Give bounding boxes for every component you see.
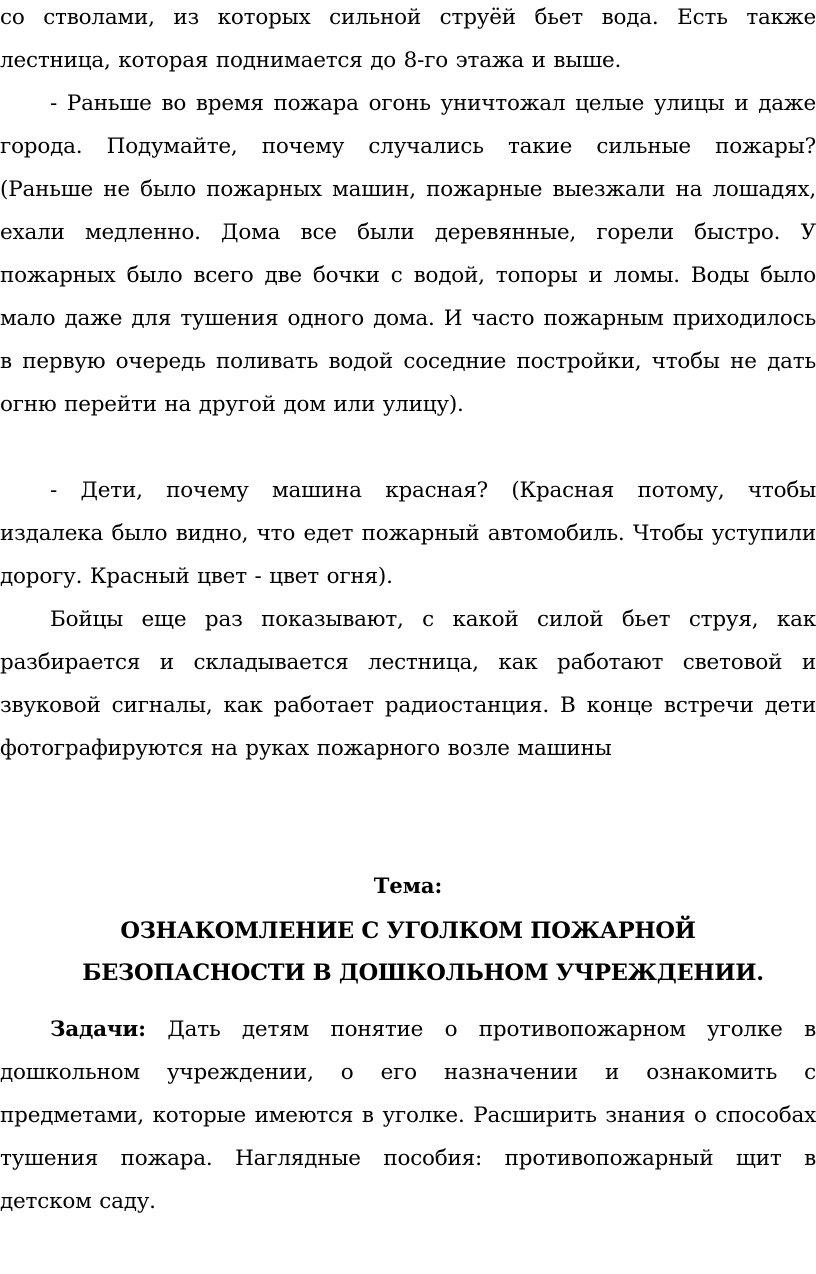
paragraph-history-fires: - Раньше во время пожара огонь уничтожал целые улицы и даже города. Подумайте, почему случались такие сильные пожары? (Раньше не было пожарных машин, пожарные выезжали на лошадях, ехали медленно. Дома все были деревянные, горели быстро. У пожарных было всего две бочки с водой, топоры и ломы. Воды было мало даже для тушения одного дома. И часто пожарным приходилось в первую очередь поливать водой соседние постройки, чтобы не дать огню перейти на другой дом или улицу). [0, 91, 816, 417]
topic-title-line-2: БЕЗОПАСНОСТИ В ДОШКОЛЬНОМ УЧРЕЖДЕНИИ. [82, 960, 764, 986]
tasks-label: Задачи: [50, 1017, 146, 1042]
paragraph-tasks [0, 1008, 816, 1223]
paragraph-red-car: - Дети, почему машина красная? (Красная потому, чтобы издалека было видно, что едет пожарный автомобиль. Чтобы уступили дорогу. Красный цвет - цвет огня). [0, 478, 816, 589]
topic-label: Тема: [373, 873, 443, 898]
topic-title-line-1: ОЗНАКОМЛЕНИЕ С УГОЛКОМ ПОЖАРНОЙ [120, 918, 696, 944]
paragraph-continuation: со стволами, из которых сильной струёй бьет вода. Есть также лестница, которая поднимается до 8-го этажа и выше. [0, 5, 816, 73]
topic-title [0, 910, 816, 994]
paragraph-demonstration: Бойцы еще раз показывают, с какой силой бьет струя, как разбирается и складывается лестница, как работают световой и звуковой сигналы, как работает радиостанция. В конце встречи дети фотографируются на руках пожарного возле машины [0, 607, 816, 761]
tasks-text: Дать детям понятие о противопожарном уголке в дошкольном учреждении, о его назначении и ознакомить с предметами, которые имеются в уголке. Расширить знания о способах тушения пожара. Наглядные пособия: противопожарный щит в детском саду. [0, 1017, 816, 1214]
